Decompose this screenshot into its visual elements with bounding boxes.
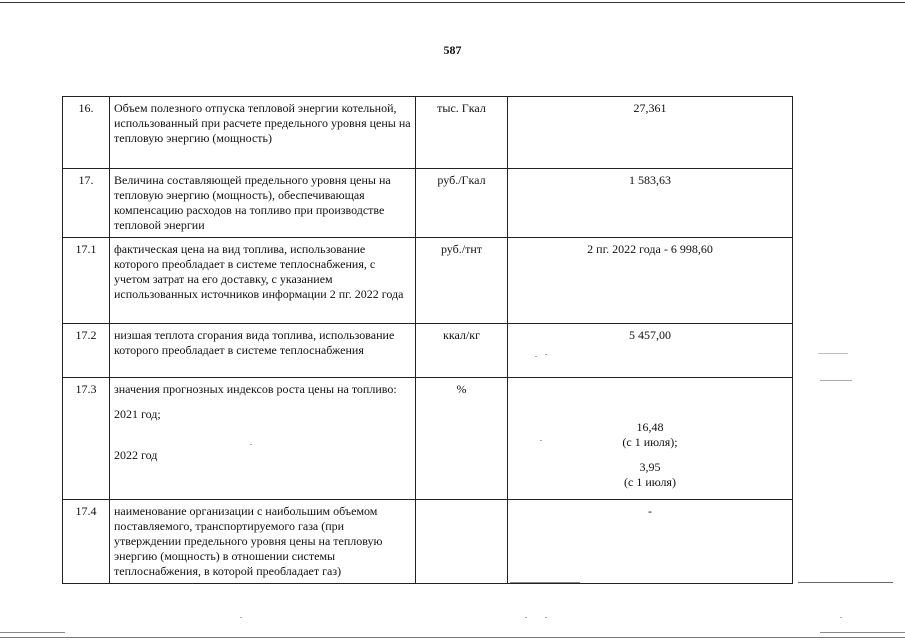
row-number: 17.4 [63,500,110,584]
table-row [63,238,793,324]
sub-row-value-2021: 16,48 [636,420,664,434]
sub-row-label-2021: 2021 год; [114,407,161,421]
table-row [63,97,793,169]
row-unit: ккал/кг [416,324,508,378]
row-number: 17.2 [63,324,110,378]
table-row [63,169,793,238]
row-unit: руб./Гкал [416,169,508,238]
row-description: низшая теплота сгорания вида топлива, использование которого преобладает в системе теплоснабжения [110,324,416,378]
sub-row-note-2021: (с 1 июля); [622,435,678,449]
row-unit: тыс. Гкал [416,97,508,169]
bottom-border-line [0,637,905,638]
row-value: 2 пг. 2022 года - 6 998,60 [508,238,793,324]
tariff-parameters-table [62,96,793,584]
row-value: 1 583,63 [508,169,793,238]
sub-row-note-2022: (с 1 июля) [624,475,676,489]
scan-artifact [545,617,547,618]
row-number: 17.1 [63,238,110,324]
row-description: фактическая цена на вид топлива, использование которого преобладает в системе теплоснабжения, с учетом затрат на его доставку, с указанием использованных источников информации 2 пг. 2022 года [110,238,416,324]
sub-row-value-2022: 3,95 [639,460,661,474]
scan-artifact [818,353,848,354]
scan-artifact [250,444,252,445]
table-row [63,500,793,584]
scan-artifact [840,617,842,618]
scan-artifact [798,582,893,583]
row-value: 5 457,00 [508,324,793,378]
sub-row-label-2022: 2022 год [114,448,158,462]
scan-artifact [820,632,905,633]
scan-artifact [510,582,580,583]
page-number: 587 [443,43,462,57]
row-description: Объем полезного отпуска тепловой энергии котельной, использованный при расчете предельного уровня цены на тепловую энергию (мощность) [110,97,416,169]
row-description: значения прогнозных индексов роста цены на топливо: [114,382,397,396]
scan-artifact [820,380,852,381]
row-value: - [508,500,793,584]
row-number: 17. [63,169,110,238]
scan-artifact [525,617,527,618]
row-value: 27,361 [508,97,793,169]
scan-artifact [545,354,547,355]
row-unit [416,500,508,584]
row-description: Величина составляющей предельного уровня цены на тепловую энергию (мощность), обеспечивающая компенсацию расходов на топливо при производстве тепловой энергии [110,169,416,238]
scan-artifact [240,617,242,618]
row-description: наименование организации с наибольшим объемом поставляемого, транспортируемого газа (при утверждении предельного уровня цены на тепловую энергию (мощность) в отношении системы теплоснабжения, в которой преобладает газ) [110,500,416,584]
scan-artifact [540,440,542,441]
top-border-line [0,2,905,3]
table-row [63,324,793,378]
scan-artifact [535,356,537,357]
row-number: 16. [63,97,110,169]
row-unit: руб./тнт [416,238,508,324]
row-number: 17.3 [63,378,110,500]
table-row [63,378,793,500]
row-unit: % [416,378,508,500]
scan-artifact [0,632,65,633]
